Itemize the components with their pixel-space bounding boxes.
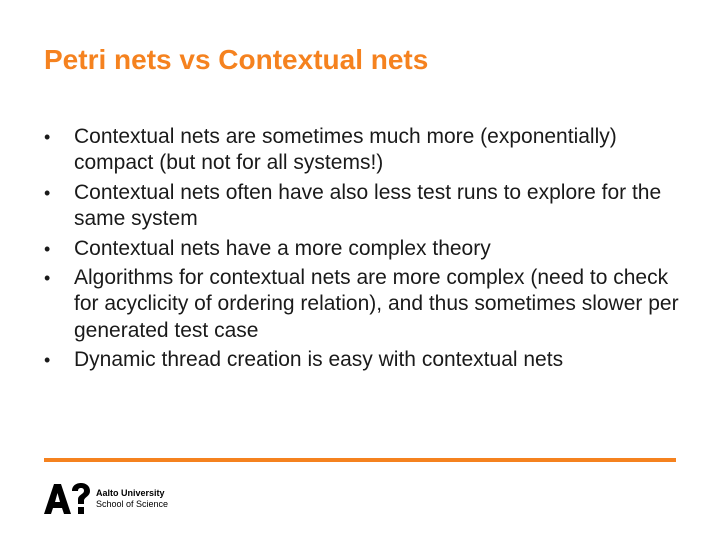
bullet-text: Dynamic thread creation is easy with contextual nets xyxy=(74,348,564,372)
bullet-dot: • xyxy=(44,182,51,203)
aalto-logo-icon xyxy=(44,483,90,515)
bullet-text: Contextual nets often have also less test runs to explore for the same system xyxy=(74,180,662,231)
bullet-item xyxy=(44,124,684,177)
bullet-dot: • xyxy=(44,350,51,371)
bullet-text: Algorithms for contextual nets are more complex (need to check for acyclicity of ordering relation), and thus sometimes slower per generated test case xyxy=(74,266,679,342)
bullet-item xyxy=(44,265,684,344)
slide-title: Petri nets vs Contextual nets xyxy=(44,44,429,75)
bullet-item xyxy=(44,180,684,233)
bullet-list xyxy=(44,124,684,377)
logo-school: School of Science xyxy=(96,499,169,509)
footer-divider xyxy=(44,458,676,462)
bullet-dot: • xyxy=(44,238,51,259)
bullet-dot: • xyxy=(44,268,51,289)
bullet-item xyxy=(44,347,684,373)
bullet-text: Contextual nets have a more complex theory xyxy=(74,236,491,260)
bullet-text: Contextual nets are sometimes much more (exponentially) compact (but not for all systems!) xyxy=(74,125,617,175)
logo-text xyxy=(96,488,168,510)
logo-university: Aalto University xyxy=(96,488,165,498)
bullet-item xyxy=(44,236,684,262)
bullet-dot: • xyxy=(44,127,51,147)
aalto-logo xyxy=(44,482,168,516)
